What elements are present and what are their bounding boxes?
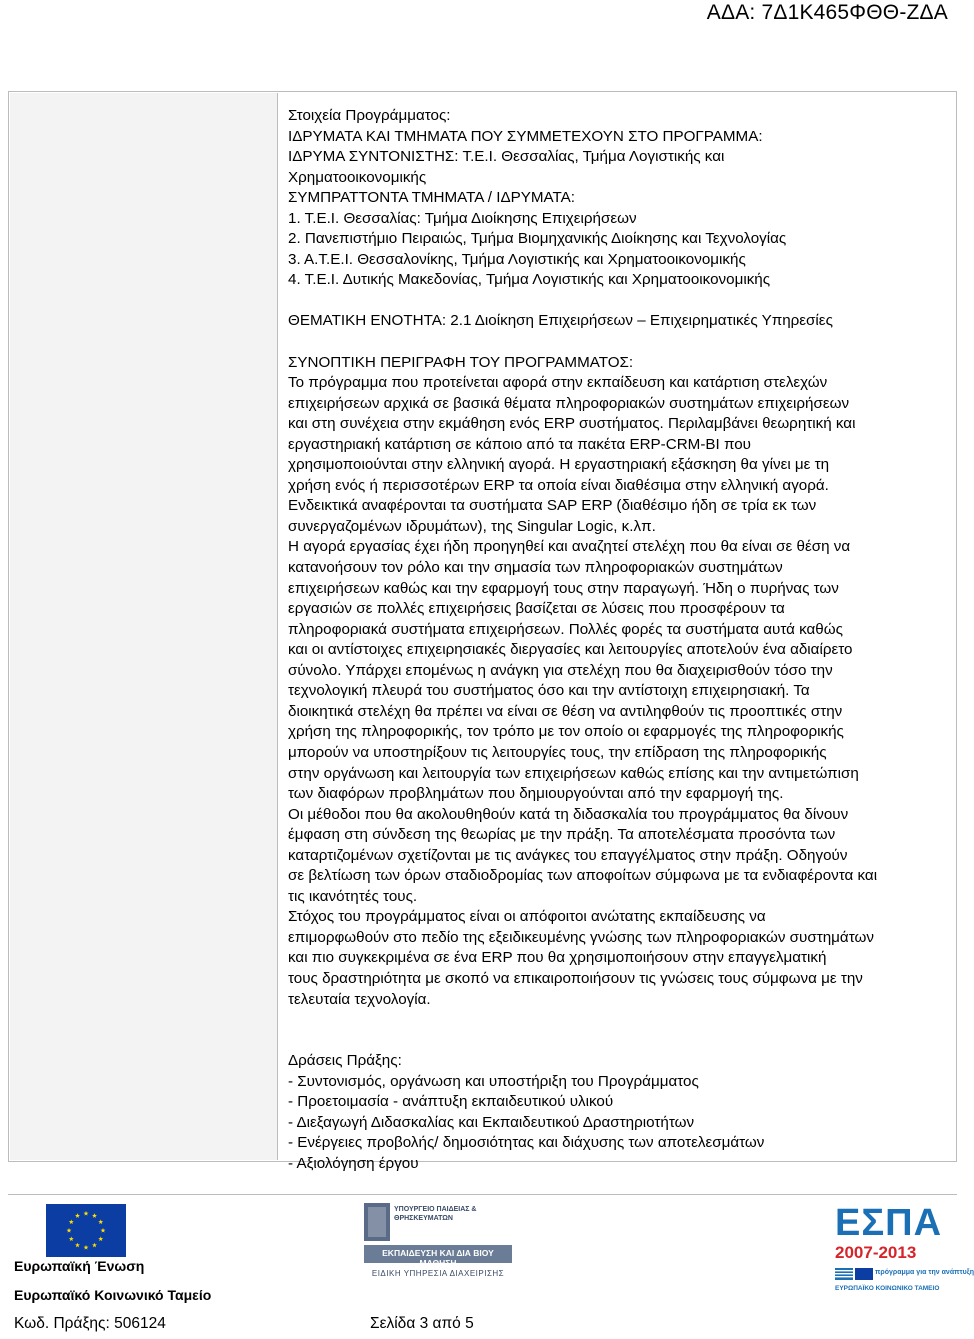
text-line: χρησιμοποιούνται στην ελληνική αγορά. Η εργαστηριακή εξάσκηση θα γίνει με τη	[288, 456, 830, 474]
text-line: επιμορφωθούν στο πεδίο της εξειδικευμένης γνώσης των πληροφοριακών συστημάτων	[288, 928, 874, 946]
text-line: κατανοήσουν τον ρόλο και την σημασία των πληροφοριακών συστημάτων	[288, 559, 783, 577]
text-line: 2. Πανεπιστήμιο Πειραιώς, Τμήμα Βιομηχανικής Διοίκησης και Τεχνολογίας	[288, 230, 787, 248]
greek-flag-icon	[835, 1266, 875, 1282]
esf-label: Ευρωπαϊκό Κοινωνικό Ταμείο	[14, 1287, 212, 1303]
blank-line	[288, 291, 956, 312]
text-line: ΣΥΜΠΡΑΤΤΟΝΤΑ ΤΜΗΜΑΤΑ / ΙΔΡΥΜΑΤΑ:	[288, 189, 576, 207]
text-line: τελευταία τεχνολογία.	[288, 990, 431, 1008]
text-line: εργαστηριακή κατάρτιση σε κάποιο από τα πακέτα ERP-CRM-BI που	[288, 435, 751, 453]
text-line: 4. Τ.Ε.Ι. Δυτικής Μακεδονίας, Τμήμα Λογιστικής και Χρηματοοικονομικής	[288, 271, 771, 289]
ministry-top-text: ΥΠΟΥΡΓΕΙΟ ΠΑΙΔΕΙΑΣ & ΘΡΗΣΚΕΥΜΑΤΩΝ	[394, 1206, 477, 1222]
text-line: και πιο συγκεκριμένα σε ένα ERP που θα χρησιμοποιήσουν στην επαγγελματική	[288, 949, 827, 967]
blank-line	[288, 332, 956, 353]
text-line: επιχειρήσεων καθώς και την εφαρμογή τους στην παραγωγή. Ήδη ο πυρήνας των	[288, 579, 839, 597]
page-number: Σελίδα 3 από 5	[370, 1315, 474, 1332]
text-line: - Αξιολόγηση έργου	[288, 1154, 419, 1172]
text-line: ΘΕΜΑΤΙΚΗ ΕΝΟΤΗΤΑ: 2.1 Διοίκηση Επιχειρήσεων – Επιχειρηματικές Υπηρεσίες	[288, 312, 833, 330]
text-line: Στοιχεία Προγράμματος:	[288, 107, 451, 124]
text-line: Η αγορά εργασίας έχει ήδη προηγηθεί και αναζητεί στελέχη που θα είναι σε θέση να	[288, 538, 851, 556]
blank-line	[288, 1010, 956, 1031]
text-line: χρήση της πληροφορικής, τον τρόπο με τον οποίο οι εφαρμογές της πληροφορικής	[288, 723, 844, 741]
text-line: - Διεξαγωγή Διδασκαλίας και Εκπαιδευτικού Δραστηριοτήτων	[288, 1113, 695, 1131]
text-line: - Προετοιμασία - ανάπτυξη εκπαιδευτικού υλικού	[288, 1093, 614, 1111]
text-line: Χρηματοοικονομικής	[288, 168, 427, 186]
text-line: Το πρόγραμμα που προτείνεται αφορά στην εκπαίδευση και κατάρτιση στελεχών	[288, 374, 828, 392]
eu-flag-icon	[46, 1204, 126, 1257]
text-line: χρήση ενός ή περισσοτέρων ERP τα οποία είναι διαθέσιμα στην ελληνική αγορά.	[288, 476, 829, 494]
footer-divider	[8, 1194, 957, 1195]
text-line: τεχνολογική πλευρά του συστήματος όσο και την αντίστοιχη επιχειρησιακή. Τα	[288, 682, 810, 700]
text-line: καταρτιζομένων σχετίζονται με τις ανάγκες του επαγγέλματος στην πράξη. Οδηγούν	[288, 846, 848, 864]
text-line: τους δραστηριότητα με σκοπό να επικαιροποιήσουν τις γνώσεις τους σύμφωνα με την	[288, 969, 863, 987]
espa-tagline: πρόγραμμα για την ανάπτυξη	[875, 1269, 974, 1276]
ministry-main-text: ΕΚΠΑΙΔΕΥΣΗ ΚΑΙ ΔΙΑ ΒΙΟΥ ΜΑΘΗΣΗ	[382, 1248, 494, 1268]
ministry-logo	[364, 1203, 512, 1285]
project-code: Κωδ. Πράξης: 506124	[14, 1315, 166, 1332]
espa-years: 2007-2013	[835, 1243, 917, 1262]
text-line: Δράσεις Πράξης:	[288, 1052, 402, 1070]
text-line: - Ενέργειες προβολής/ δημοσιότητας και διάχυσης των αποτελεσμάτων	[288, 1134, 765, 1152]
text-line: τις ικανότητές τους.	[288, 887, 418, 905]
text-line: - Συντονισμός, οργάνωση και υποστήριξη του Προγράμματος	[288, 1072, 699, 1090]
text-line: επιχειρήσεων αρχικά σε βασικά θέματα πληροφοριακών συστημάτων επιχειρήσεων	[288, 394, 850, 412]
espa-fund: ΕΥΡΩΠΑΪΚΟ ΚΟΙΝΩΝΙΚΟ ΤΑΜΕΙΟ	[835, 1285, 940, 1292]
ministry-sub-text: ΕΙΔΙΚΗ ΥΠΗΡΕΣΙΑ ΔΙΑΧΕΙΡΙΣΗΣ	[371, 1269, 505, 1278]
text-line: συνεργαζομένων ιδρυμάτων), της Singular Logic, κ.λπ.	[288, 517, 656, 535]
text-line: μπορούν να υποστηρίξουν τις λειτουργίες τους, την επίδραση της πληροφορικής	[288, 743, 827, 761]
blank-line	[288, 1031, 956, 1052]
text-line: και οι αντίστοιχες επιχειρησιακές διεργασίες και λειτουργίες αποτελούν ένα αδιαίρετο	[288, 641, 853, 659]
text-line: ΣΥΝΟΠΤΙΚΗ ΠΕΡΙΓΡΑΦΗ ΤΟΥ ΠΡΟΓΡΑΜΜΑΤΟΣ:	[288, 353, 634, 371]
eu-label: Ευρωπαϊκή Ένωση	[14, 1258, 145, 1274]
ada-header: ΑΔΑ: 7Δ1Κ465ΦΘΘ-ΖΔΑ	[706, 1, 948, 24]
text-line: 1. Τ.Ε.Ι. Θεσσαλίας: Τμήμα Διοίκησης Επιχειρήσεων	[288, 209, 637, 227]
espa-title: ΕΣΠΑ	[835, 1202, 943, 1244]
text-line: και στη συνέχεια στην εκμάθηση ενός ERP συστήματος. Περιλαμβάνει θεωρητική και	[288, 415, 856, 433]
text-line: ΙΔΡΥΜΑΤΑ ΚΑΙ ΤΜΗΜΑΤΑ ΠΟΥ ΣΥΜΜΕΤΕΧΟΥΝ ΣΤΟ ΠΡΟΓΡΑΜΜΑ:	[288, 127, 763, 145]
text-line: έμφαση στη σύνδεση της θεωρίας με την πράξη. Τα αποτελέσματα προσόντα των	[288, 826, 836, 844]
text-line: 3. Α.Τ.Ε.Ι. Θεσσαλονίκης, Τμήμα Λογιστικής και Χρηματοοικονομικής	[288, 250, 746, 268]
text-line: εργασιών σε πολλές επιχειρήσεις βασίζεται σε λύσεις που προσφέρουν τα	[288, 600, 785, 618]
text-line: πληροφοριακά συστήματα επιχειρήσεων. Πολλές φορές τα συστήματα αυτά καθώς	[288, 620, 843, 638]
program-details	[288, 106, 956, 1174]
text-line: των διαφόρων προβλημάτων που δημιουργούνται από την εφαρμογή της.	[288, 785, 784, 803]
left-column	[10, 93, 278, 1160]
text-line: σύνολο. Υπάρχει επομένως η ανάγκη για στελέχη που θα διαχειρισθούν τόσο την	[288, 661, 833, 679]
text-line: διοικητικά στελέχη θα πρέπει να είναι σε θέση να αντιληφθούν τις προοπτικές στην	[288, 702, 843, 720]
text-line: Οι μέθοδοι που θα ακολουθηθούν κατά τη διδασκαλία του προγράμματος θα δίνουν	[288, 805, 849, 823]
text-line: Ενδεικτικά αναφέρονται τα συστήματα SAP ERP (διαθέσιμο ήδη σε τρία εκ των	[288, 497, 817, 515]
text-line: ΙΔΡΥΜΑ ΣΥΝΤΟΝΙΣΤΗΣ: Τ.Ε.Ι. Θεσσαλίας, Τμήμα Λογιστικής και	[288, 148, 725, 166]
espa-logo	[835, 1202, 974, 1298]
text-line: στην οργάνωση και λειτουργία των επιχειρήσεων καθώς επίσης και την αντιμετώπιση	[288, 764, 859, 782]
text-line: σε βελτίωση των όρων σταδιοδρομίας των αποφοίτων σύμφωνα με τα ενδιαφέροντα και	[288, 867, 878, 885]
text-line: Στόχος του προγράμματος είναι οι απόφοιτοι ανώτατης εκπαίδευσης να	[288, 908, 766, 926]
